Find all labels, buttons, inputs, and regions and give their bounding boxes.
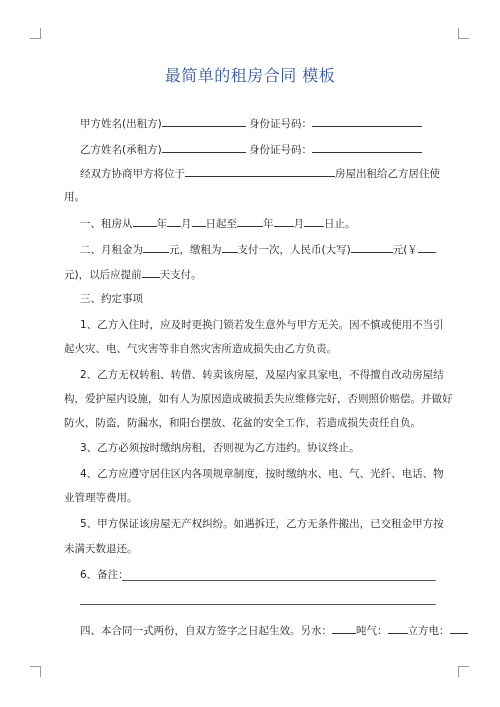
party-a-id-blank[interactable] — [312, 115, 422, 127]
document-title: 最简单的租房合同 模板 — [164, 66, 336, 85]
gas-blank[interactable] — [388, 622, 408, 634]
end-month-blank[interactable] — [274, 215, 294, 227]
party-a-name-label: 甲方姓名(出租方) — [80, 118, 162, 130]
item-2-line-3: 防火，防盗，防漏水，和阳台摆放、花盆的安全工作，若造成损失责任自负。 — [64, 417, 421, 429]
clause2-days-label: 天支付。 — [159, 269, 202, 281]
clause1-end-year: 年 — [263, 218, 274, 230]
clause1-month: 月 — [181, 218, 192, 230]
electric-blank[interactable] — [450, 622, 468, 634]
party-b-id-blank[interactable] — [312, 141, 422, 153]
advance-days-blank[interactable] — [142, 266, 160, 278]
intro-line-2: 用。 — [64, 191, 85, 203]
clause4-gas-label: 吨气： — [356, 625, 388, 637]
clause-3-heading: 三、约定事项 — [80, 293, 143, 305]
clause2-rmb-label: 支付一次，人民币(大写) — [237, 244, 351, 256]
clause-2-line-1 — [80, 241, 436, 257]
item-4-line-1: 4、乙方应遵守居住区内各项规章制度，按时缴纳水、电、气、光纤、电话、物 — [80, 468, 444, 480]
clause2-pay-label: 元，缴租为 — [169, 244, 222, 256]
intro-prefix: 经双方协商甲方将位于 — [80, 168, 185, 180]
item-5-line-2: 未满天数退还。 — [64, 543, 138, 555]
rent-amount-blank[interactable] — [143, 241, 169, 253]
remarks-label: 6、备注： — [80, 569, 129, 581]
property-address-blank[interactable] — [185, 165, 335, 177]
item-1-line-2: 起火灾、电、气灾害等非自然灾害所造成损失由乙方负责。 — [64, 343, 337, 355]
start-month-blank[interactable] — [167, 215, 181, 227]
clause2-rent-label: 二、月租金为 — [80, 244, 143, 256]
item-3-line-1: 3、乙方必须按时缴纳房租，否则视为乙方违约。协议终止。 — [80, 442, 360, 454]
clause2-advance-label: 元)，以后应提前 — [64, 269, 142, 281]
clause1-end: 日止。 — [324, 218, 356, 230]
clause1-end-month: 月 — [293, 218, 304, 230]
clause2-yuan-label: 元(￥ — [392, 244, 418, 256]
item-2-line-1: 2、乙方无权转租、转借、转卖该房屋，及屋内家具家电，不得擅自改动房屋结 — [80, 369, 444, 381]
clause1-start: 一、租房从 — [80, 218, 133, 230]
clause-1 — [80, 215, 356, 231]
water-blank[interactable] — [332, 622, 356, 634]
crop-mark-bottom-right — [458, 666, 469, 677]
party-a-name-blank[interactable] — [162, 115, 246, 127]
party-a-id-label: 身份证号码： — [249, 118, 313, 130]
end-day-blank[interactable] — [304, 215, 324, 227]
clause1-year: 年 — [156, 218, 167, 230]
intro-suffix: 房屋出租给乙方居住使 — [335, 168, 440, 180]
crop-mark-top-left — [30, 28, 41, 39]
pay-period-blank[interactable] — [222, 241, 238, 253]
remarks-line-2[interactable] — [80, 604, 436, 605]
end-year-blank[interactable] — [237, 215, 263, 227]
clause4-electric-label: 立方电： — [407, 625, 450, 637]
start-day-blank[interactable] — [192, 215, 206, 227]
party-b-name-label: 乙方姓名(承租方) — [80, 144, 162, 156]
rmb-uppercase-blank[interactable] — [351, 241, 393, 253]
clause1-until: 日起至 — [205, 218, 237, 230]
rmb-number-blank[interactable] — [418, 241, 436, 253]
item-1-line-1: 1、乙方入住时，应及时更换门锁若发生意外与甲方无关。因不慎或使用不当引 — [80, 319, 444, 331]
item-4-line-2: 业管理等费用。 — [64, 492, 138, 504]
item-5-line-1: 5、甲方保证该房屋无产权纠纷。如遇拆迁，乙方无条件搬出，已交租金甲方按 — [80, 518, 444, 530]
party-a-line — [80, 115, 422, 131]
clause4-text: 四、本合同一式两份，自双方签字之日起生效。另水： — [80, 625, 332, 637]
start-year-blank[interactable] — [133, 215, 157, 227]
clause-2-line-2 — [64, 266, 202, 282]
item-2-line-2: 构，爱护屋内设施，如有人为原因造成破损丢失应维修完好，否则照价赔偿。并做好 — [64, 393, 453, 405]
party-b-id-label: 身份证号码： — [249, 144, 313, 156]
intro-line-1 — [80, 165, 440, 181]
party-b-line — [80, 141, 422, 157]
remarks-line-1[interactable] — [122, 580, 436, 581]
clause-4 — [80, 622, 468, 638]
party-b-name-blank[interactable] — [162, 141, 246, 153]
crop-mark-bottom-left — [30, 666, 41, 677]
crop-mark-top-right — [458, 28, 469, 39]
